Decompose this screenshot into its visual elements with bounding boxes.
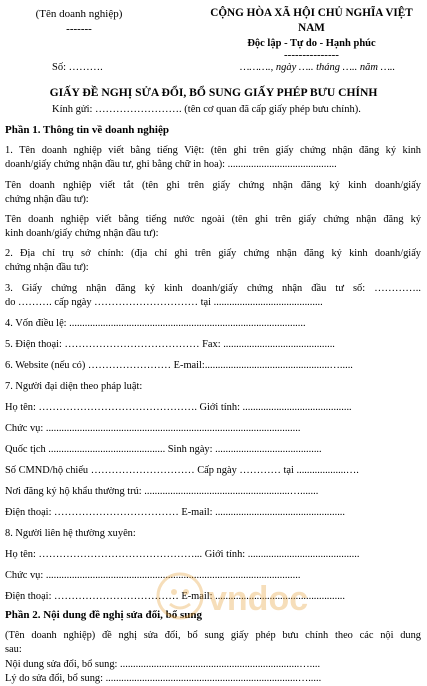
- watermark-text: vndoc: [208, 580, 309, 618]
- form-line: Chức vụ: ..................................................................................................: [5, 570, 301, 581]
- form-line: chứng nhận đầu tư):: [5, 194, 89, 205]
- document-title: GIẤY ĐỀ NGHỊ SỬA ĐỔI, BỔ SUNG GIẤY PHÉP BƯU CHÍNH: [49, 86, 378, 99]
- form-line: Điện thoại: ……………………………… E-mail: ..................................................: [5, 591, 345, 602]
- recipient-line: Kính gửi: ……………………. (tên cơ quan đã cấp giấy phép bưu chính).: [52, 104, 361, 115]
- form-line: Nội dung sửa đổi, bổ sung: .....................................................................…....: [5, 659, 321, 670]
- mascot-icon: [158, 574, 202, 618]
- form-line: Tên doanh nghiệp viết tắt (tên ghi trên giấy chứng nhận đăng ký kinh doanh/giấy: [5, 180, 421, 191]
- form-line: doanh/giấy chứng nhận đầu tư, ghi bằng chữ in hoa): ..........................................: [5, 159, 337, 170]
- form-line: 1. Tên doanh nghiệp viết bằng tiếng Việt: (tên ghi trên giấy chứng nhận đăng ký kinh: [5, 145, 421, 156]
- section-1-heading: Phần 1. Thông tin về doanh nghiệp: [5, 124, 169, 136]
- form-line: Tên doanh nghiệp viết bằng tiếng nước ngoài (tên ghi trên giấy chứng nhận đăng ký: [5, 214, 421, 225]
- form-line: do ………. cấp ngày ………………………… tại ..........................................: [5, 297, 323, 308]
- motto: Độc lập - Tự do - Hạnh phúc: [247, 38, 376, 49]
- form-line: 7. Người đại diện theo pháp luật:: [5, 381, 143, 392]
- header-right: [205, 6, 418, 63]
- document-number: Số: ……….: [52, 62, 103, 73]
- form-line: Quốc tịch ............................................. Sinh ngày: .........................................: [5, 444, 322, 455]
- form-line: 3. Giấy chứng nhận đăng ký kinh doanh/giấy chứng nhận đầu tư số: …………..: [5, 283, 421, 294]
- form-line: 8. Người liên hệ thường xuyên:: [5, 528, 136, 539]
- form-line: (Tên doanh nghiệp) đề nghị sửa đổi, bổ sung giấy phép bưu chính theo các nội dung: [5, 630, 421, 641]
- section-2-heading: Phần 2. Nội dung đề nghị sửa đổi, bổ sung: [5, 609, 203, 621]
- form-line: 5. Điện thoại: ………………………………… Fax: ...........................................: [5, 339, 335, 350]
- document-date: ………., ngày ….. tháng ….. năm …..: [240, 62, 396, 73]
- left-divider: -------: [66, 23, 92, 35]
- org-name-placeholder: (Tên doanh nghiệp): [35, 8, 123, 20]
- form-line: Họ tên: ………………………………………... Giới tính: ...........................................: [5, 549, 360, 560]
- form-line: 4. Vốn điều lệ: ...........................................................................................: [5, 318, 306, 329]
- vndoc-watermark-logo: [150, 566, 310, 636]
- form-line: kinh doanh/giấy chứng nhận đầu tư):: [5, 228, 159, 239]
- form-line: sau:: [5, 644, 22, 655]
- nation-title: CỘNG HÒA XÃ HỘI CHỦ NGHĨA VIỆT NAM: [210, 7, 413, 34]
- form-line: Lý do sửa đổi, bổ sung: ..........................................................................….....: [5, 673, 322, 684]
- right-divider: ---------------: [284, 49, 339, 61]
- form-line: chứng nhận đầu tư):: [5, 262, 89, 273]
- form-line: 6. Website (nếu có) …………………… E-mail:................................................….....: [5, 360, 353, 371]
- form-line: Nơi đăng ký hộ khẩu thường trú: ........................................................….......: [5, 486, 319, 497]
- form-line: Số CMND/hộ chiếu ………………………… Cấp ngày ………… tại ...................….: [5, 465, 359, 476]
- form-line: Họ tên: ………………………………………. Giới tính: ..........................................: [5, 402, 352, 413]
- form-line: Chức vụ: ..................................................................................................: [5, 423, 301, 434]
- form-line: 2. Địa chỉ trụ sở chính: (địa chỉ ghi trên giấy chứng nhận đăng ký kinh doanh/giấy: [5, 248, 421, 259]
- header-left: [20, 7, 138, 37]
- form-line: Điện thoại: ……………………………… E-mail: ..................................................: [5, 507, 345, 518]
